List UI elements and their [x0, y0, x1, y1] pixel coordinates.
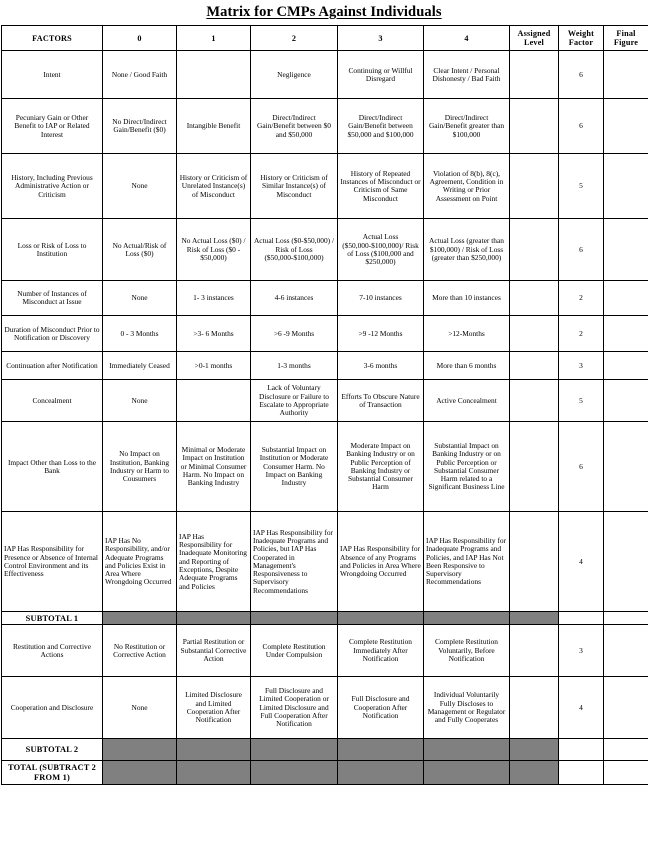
row-factor-label: Concealment [2, 380, 103, 422]
subtotal-1-label: SUBTOTAL 1 [2, 612, 103, 625]
row-level-0: None [103, 380, 177, 422]
row-factor-label: Loss or Risk of Loss to Institution [2, 219, 103, 281]
final-figure-cell[interactable] [604, 677, 648, 739]
column-header-weight-factor: Weight Factor [559, 26, 604, 51]
row-level-3: Efforts To Obscure Nature of Transaction [338, 380, 424, 422]
row-level-0: No Impact on Institution, Banking Industry or Harm to Cousumers [103, 422, 177, 512]
row-level-0: None [103, 154, 177, 219]
row-level-0: None / Good Faith [103, 51, 177, 99]
shaded-cell [424, 761, 510, 785]
row-level-2: Direct/Indirect Gain/Benefit between $0 and $50,000 [251, 99, 338, 154]
assigned-level-cell[interactable] [510, 380, 559, 422]
row-level-3: Complete Restitution Immediately After Notification [338, 625, 424, 677]
weight-factor-cell: 5 [559, 380, 604, 422]
row-level-4: IAP Has Responsibility for Inadequate Programs and Policies, and IAP Has Not Been Responsive to Supervisory Recommendations [424, 512, 510, 612]
row-level-1: >3- 6 Months [177, 316, 251, 352]
row-level-4: Individual Voluntarily Fully Discloses to Management or Regulator and Fully Cooperates [424, 677, 510, 739]
shaded-cell [338, 761, 424, 785]
table-row [2, 512, 648, 612]
total-label: TOTAL (SUBTRACT 2 FROM 1) [2, 761, 103, 785]
table-row [2, 51, 648, 99]
row-level-3: Continuing or Willful Disregard [338, 51, 424, 99]
row-level-3: Actual Loss ($50,000-$100,000)/ Risk of Loss ($100,000 and $250,000) [338, 219, 424, 281]
row-level-3: History of Repeated Instances of Misconduct or Criticism of Same Misconduct [338, 154, 424, 219]
weight-factor-cell: 3 [559, 352, 604, 380]
row-level-1: Minimal or Moderate Impact on Institution or Minimal Consumer Harm. No Impact on Banking Industry [177, 422, 251, 512]
shaded-cell [177, 761, 251, 785]
row-factor-label: Duration of Misconduct Prior to Notification or Discovery [2, 316, 103, 352]
weight-factor-cell: 2 [559, 316, 604, 352]
column-header-level-0: 0 [103, 26, 177, 51]
row-level-1: IAP Has Responsibility for Inadequate Monitoring and Reporting of Exceptions, Despite Adequate Programs and Policies [177, 512, 251, 612]
row-level-4: More than 10 instances [424, 281, 510, 316]
shaded-cell [510, 612, 559, 625]
shaded-cell [103, 739, 177, 761]
row-level-2: Complete Restitution Under Compulsion [251, 625, 338, 677]
shaded-cell [510, 739, 559, 761]
table-row [2, 219, 648, 281]
column-header-level-3: 3 [338, 26, 424, 51]
row-level-4: Complete Restitution Voluntarily, Before Notification [424, 625, 510, 677]
row-level-3: Moderate Impact on Banking Industry or on Public Perception of Banking Industry or Substantial Consumer Harm [338, 422, 424, 512]
weight-factor-cell: 2 [559, 281, 604, 316]
row-level-0: IAP Has No Responsibility, and/or Adequate Programs and Policies Exist in Area Where Wrongdoing Occurred [103, 512, 177, 612]
row-level-4: Clear Intent / Personal Dishonesty / Bad Faith [424, 51, 510, 99]
final-figure-cell[interactable] [604, 316, 648, 352]
final-figure-cell[interactable] [604, 380, 648, 422]
row-level-2: Lack of Voluntary Disclosure or Failure to Escalate to Appropriate Authority [251, 380, 338, 422]
assigned-level-cell[interactable] [510, 154, 559, 219]
assigned-level-cell[interactable] [510, 219, 559, 281]
page-title: Matrix for CMPs Against Individuals [206, 4, 442, 20]
total-weight-factor[interactable] [559, 761, 604, 785]
subtotal-2-row [2, 739, 648, 761]
row-level-1: History or Criticism of Unrelated Instance(s) of Misconduct [177, 154, 251, 219]
row-factor-label: Impact Other than Loss to the Bank [2, 422, 103, 512]
final-figure-cell[interactable] [604, 99, 648, 154]
subtotal-2-final-figure[interactable] [604, 739, 648, 761]
table-row [2, 352, 648, 380]
shaded-cell [424, 739, 510, 761]
row-level-4: >12-Months [424, 316, 510, 352]
total-final-figure[interactable] [604, 761, 648, 785]
shaded-cell [510, 761, 559, 785]
weight-factor-cell: 3 [559, 625, 604, 677]
row-level-0: No Actual/Risk of Loss ($0) [103, 219, 177, 281]
final-figure-cell[interactable] [604, 51, 648, 99]
shaded-cell [177, 612, 251, 625]
row-level-0: No Restitution or Corrective Action [103, 625, 177, 677]
final-figure-cell[interactable] [604, 352, 648, 380]
column-header-level-4: 4 [424, 26, 510, 51]
row-factor-label: Number of Instances of Misconduct at Issue [2, 281, 103, 316]
row-level-3: IAP Has Responsibility for Absence of any Programs and Policies in Area Where Wrongdoing Occurred [338, 512, 424, 612]
row-level-1 [177, 380, 251, 422]
subtotal-2-label: SUBTOTAL 2 [2, 739, 103, 761]
row-level-0: None [103, 281, 177, 316]
row-level-4: Direct/Indirect Gain/Benefit greater than $100,000 [424, 99, 510, 154]
shaded-cell [338, 739, 424, 761]
column-header-final-figure: Final Figure [604, 26, 648, 51]
table-row [2, 625, 648, 677]
weight-factor-cell: 6 [559, 219, 604, 281]
table-row [2, 99, 648, 154]
row-level-2: Actual Loss ($0-$50,000) / Risk of Loss ($50,000-$100,000) [251, 219, 338, 281]
table-row [2, 677, 648, 739]
table-header-row [2, 26, 648, 51]
subtotal-1-final-figure[interactable] [604, 612, 648, 625]
weight-factor-cell: 4 [559, 677, 604, 739]
column-header-level-2: 2 [251, 26, 338, 51]
assigned-level-cell[interactable] [510, 316, 559, 352]
assigned-level-cell[interactable] [510, 625, 559, 677]
shaded-cell [251, 739, 338, 761]
weight-factor-cell: 6 [559, 422, 604, 512]
row-factor-label: Continuation after Notification [2, 352, 103, 380]
assigned-level-cell[interactable] [510, 352, 559, 380]
table-row [2, 380, 648, 422]
row-level-1: Partial Restitution or Substantial Corrective Action [177, 625, 251, 677]
weight-factor-cell: 4 [559, 512, 604, 612]
row-level-2: History or Criticism of Similar Instance(s) of Misconduct [251, 154, 338, 219]
final-figure-cell[interactable] [604, 625, 648, 677]
row-factor-label: Restitution and Corrective Actions [2, 625, 103, 677]
row-level-2: Full Disclosure and Limited Cooperation or Limited Disclosure and Full Cooperation After Notification [251, 677, 338, 739]
row-level-2: 4-6 instances [251, 281, 338, 316]
assigned-level-cell[interactable] [510, 512, 559, 612]
shaded-cell [251, 612, 338, 625]
row-factor-label: Cooperation and Disclosure [2, 677, 103, 739]
column-header-factors: FACTORS [2, 26, 103, 51]
weight-factor-cell: 6 [559, 51, 604, 99]
subtotal-1-weight-factor[interactable] [559, 612, 604, 625]
column-header-level-1: 1 [177, 26, 251, 51]
row-level-4: Substantial Impact on Banking Industry or on Public Perception or Substantial Consumer Harm related to a Significant Business Line [424, 422, 510, 512]
final-figure-cell[interactable] [604, 422, 648, 512]
row-level-1: Limited Disclosure and Limited Cooperation After Notification [177, 677, 251, 739]
final-figure-cell[interactable] [604, 512, 648, 612]
column-header-assigned-level: Assigned Level [510, 26, 559, 51]
row-level-2: IAP Has Responsibility for Inadequate Programs and Policies, but IAP Has Cooperated in Management's Responsiveness to Supervisory Recommendations [251, 512, 338, 612]
row-level-3: Direct/Indirect Gain/Benefit between $50,000 and $100,000 [338, 99, 424, 154]
row-level-0: 0 - 3 Months [103, 316, 177, 352]
final-figure-cell[interactable] [604, 219, 648, 281]
shaded-cell [177, 739, 251, 761]
subtotal-2-weight-factor[interactable] [559, 739, 604, 761]
row-level-1: Intangible Benefit [177, 99, 251, 154]
row-level-4: Violation of 8(b), 8(c), Agreement, Condition in Writing or Prior Assessment on Point [424, 154, 510, 219]
assigned-level-cell[interactable] [510, 422, 559, 512]
table-row [2, 422, 648, 512]
shaded-cell [424, 612, 510, 625]
final-figure-cell[interactable] [604, 154, 648, 219]
weight-factor-cell: 5 [559, 154, 604, 219]
final-figure-cell[interactable] [604, 281, 648, 316]
row-level-4: Actual Loss (greater than $100,000) / Risk of Loss (greater than $250,000) [424, 219, 510, 281]
assigned-level-cell[interactable] [510, 99, 559, 154]
table-row [2, 281, 648, 316]
table-row [2, 154, 648, 219]
row-level-0: None [103, 677, 177, 739]
row-level-2: Negligence [251, 51, 338, 99]
total-row [2, 761, 648, 785]
weight-factor-cell: 6 [559, 99, 604, 154]
row-factor-label: Intent [2, 51, 103, 99]
row-level-1: 1- 3 instances [177, 281, 251, 316]
assigned-level-cell[interactable] [510, 677, 559, 739]
row-level-2: Substantial Impact on Institution or Moderate Consumer Harm. No Impact on Banking Industry [251, 422, 338, 512]
assigned-level-cell[interactable] [510, 51, 559, 99]
row-factor-label: IAP Has Responsibility for Presence or Absence of Internal Control Environment and its Effectiveness [2, 512, 103, 612]
cmp-matrix-table [1, 25, 648, 785]
row-level-4: Active Concealment [424, 380, 510, 422]
row-level-0: Immediately Ceased [103, 352, 177, 380]
shaded-cell [251, 761, 338, 785]
row-level-3: 7-10 instances [338, 281, 424, 316]
row-level-4: More than 6 months [424, 352, 510, 380]
shaded-cell [103, 761, 177, 785]
row-level-2: >6 -9 Months [251, 316, 338, 352]
row-level-1 [177, 51, 251, 99]
row-level-0: No Direct/Indirect Gain/Benefit ($0) [103, 99, 177, 154]
row-factor-label: Pecuniary Gain or Other Benefit to IAP or Related Interest [2, 99, 103, 154]
row-level-3: Full Disclosure and Cooperation After Notification [338, 677, 424, 739]
shaded-cell [338, 612, 424, 625]
assigned-level-cell[interactable] [510, 281, 559, 316]
subtotal-1-row [2, 612, 648, 625]
row-factor-label: History, Including Previous Administrative Action or Criticism [2, 154, 103, 219]
row-level-3: 3-6 months [338, 352, 424, 380]
row-level-1: No Actual Loss ($0) / Risk of Loss ($0 - $50,000) [177, 219, 251, 281]
shaded-cell [103, 612, 177, 625]
table-row [2, 316, 648, 352]
row-level-1: >0-1 months [177, 352, 251, 380]
row-level-2: 1-3 months [251, 352, 338, 380]
row-level-3: >9 -12 Months [338, 316, 424, 352]
